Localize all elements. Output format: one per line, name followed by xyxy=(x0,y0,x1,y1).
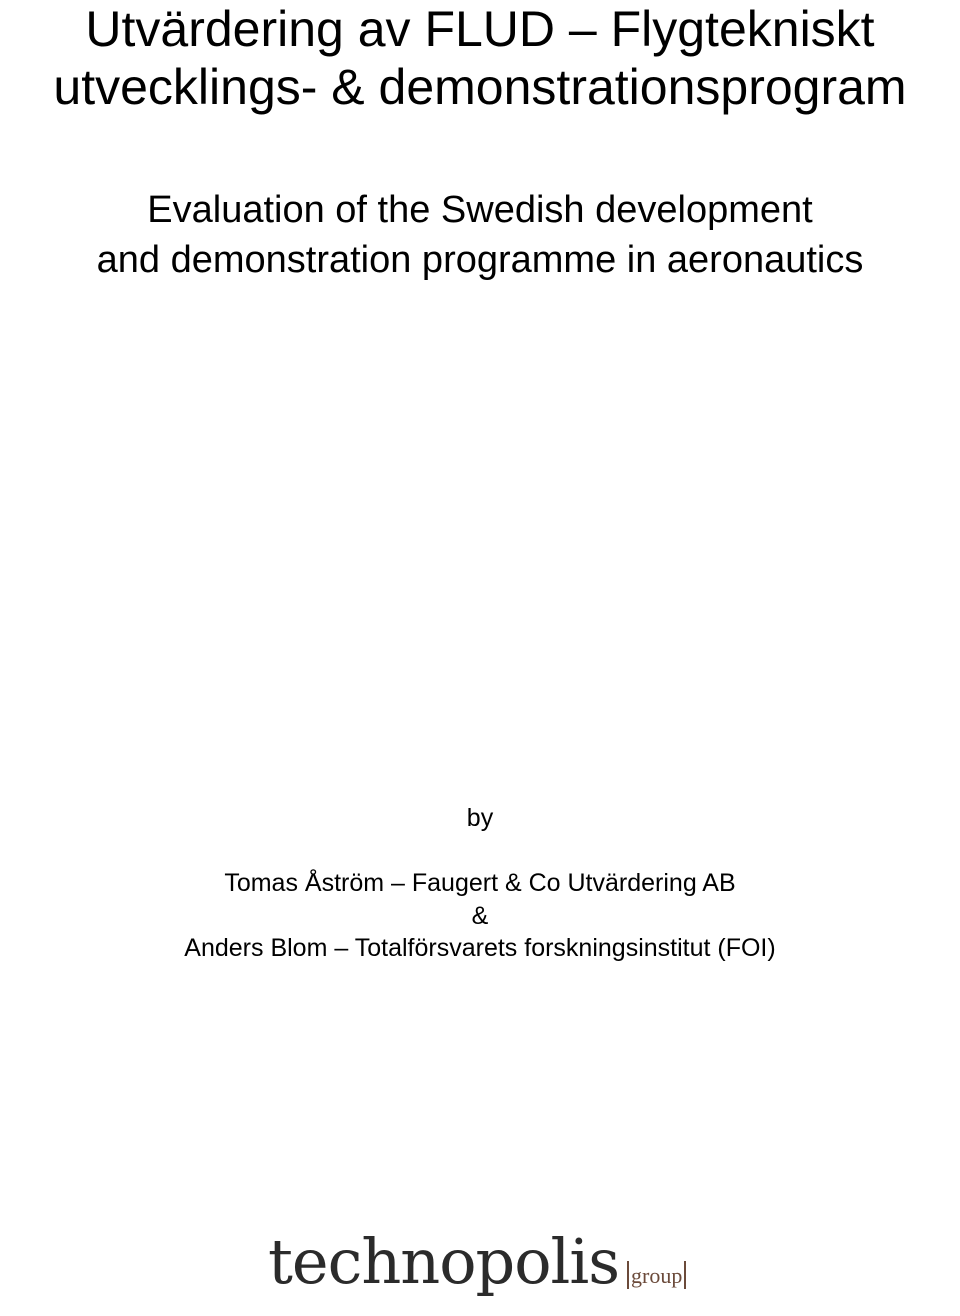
title-swedish-line-2: utvecklings- & demonstrationsprogram xyxy=(53,59,907,115)
author-1: Tomas Åström – Faugert & Co Utvärdering AB xyxy=(224,869,736,897)
subtitle-english-line-1: Evaluation of the Swedish development xyxy=(147,189,813,231)
logo-bar-left xyxy=(627,1261,629,1289)
author-2: Anders Blom – Totalförsvarets forskningsinstitut (FOI) xyxy=(184,934,776,962)
author-separator: & xyxy=(471,902,489,930)
logo-group-tag xyxy=(625,1263,688,1288)
by-label: by xyxy=(466,804,494,832)
subtitle-english-line-2: and demonstration programme in aeronautics xyxy=(96,239,864,281)
title-swedish-line-1: Utvärdering av FLUD – Flygtekniskt xyxy=(85,1,875,57)
logo-bar-right xyxy=(684,1261,686,1289)
technopolis-group-logo xyxy=(268,1222,708,1302)
logo-wordmark: technopolis xyxy=(268,1225,620,1298)
logo-group-text: group xyxy=(631,1263,683,1288)
